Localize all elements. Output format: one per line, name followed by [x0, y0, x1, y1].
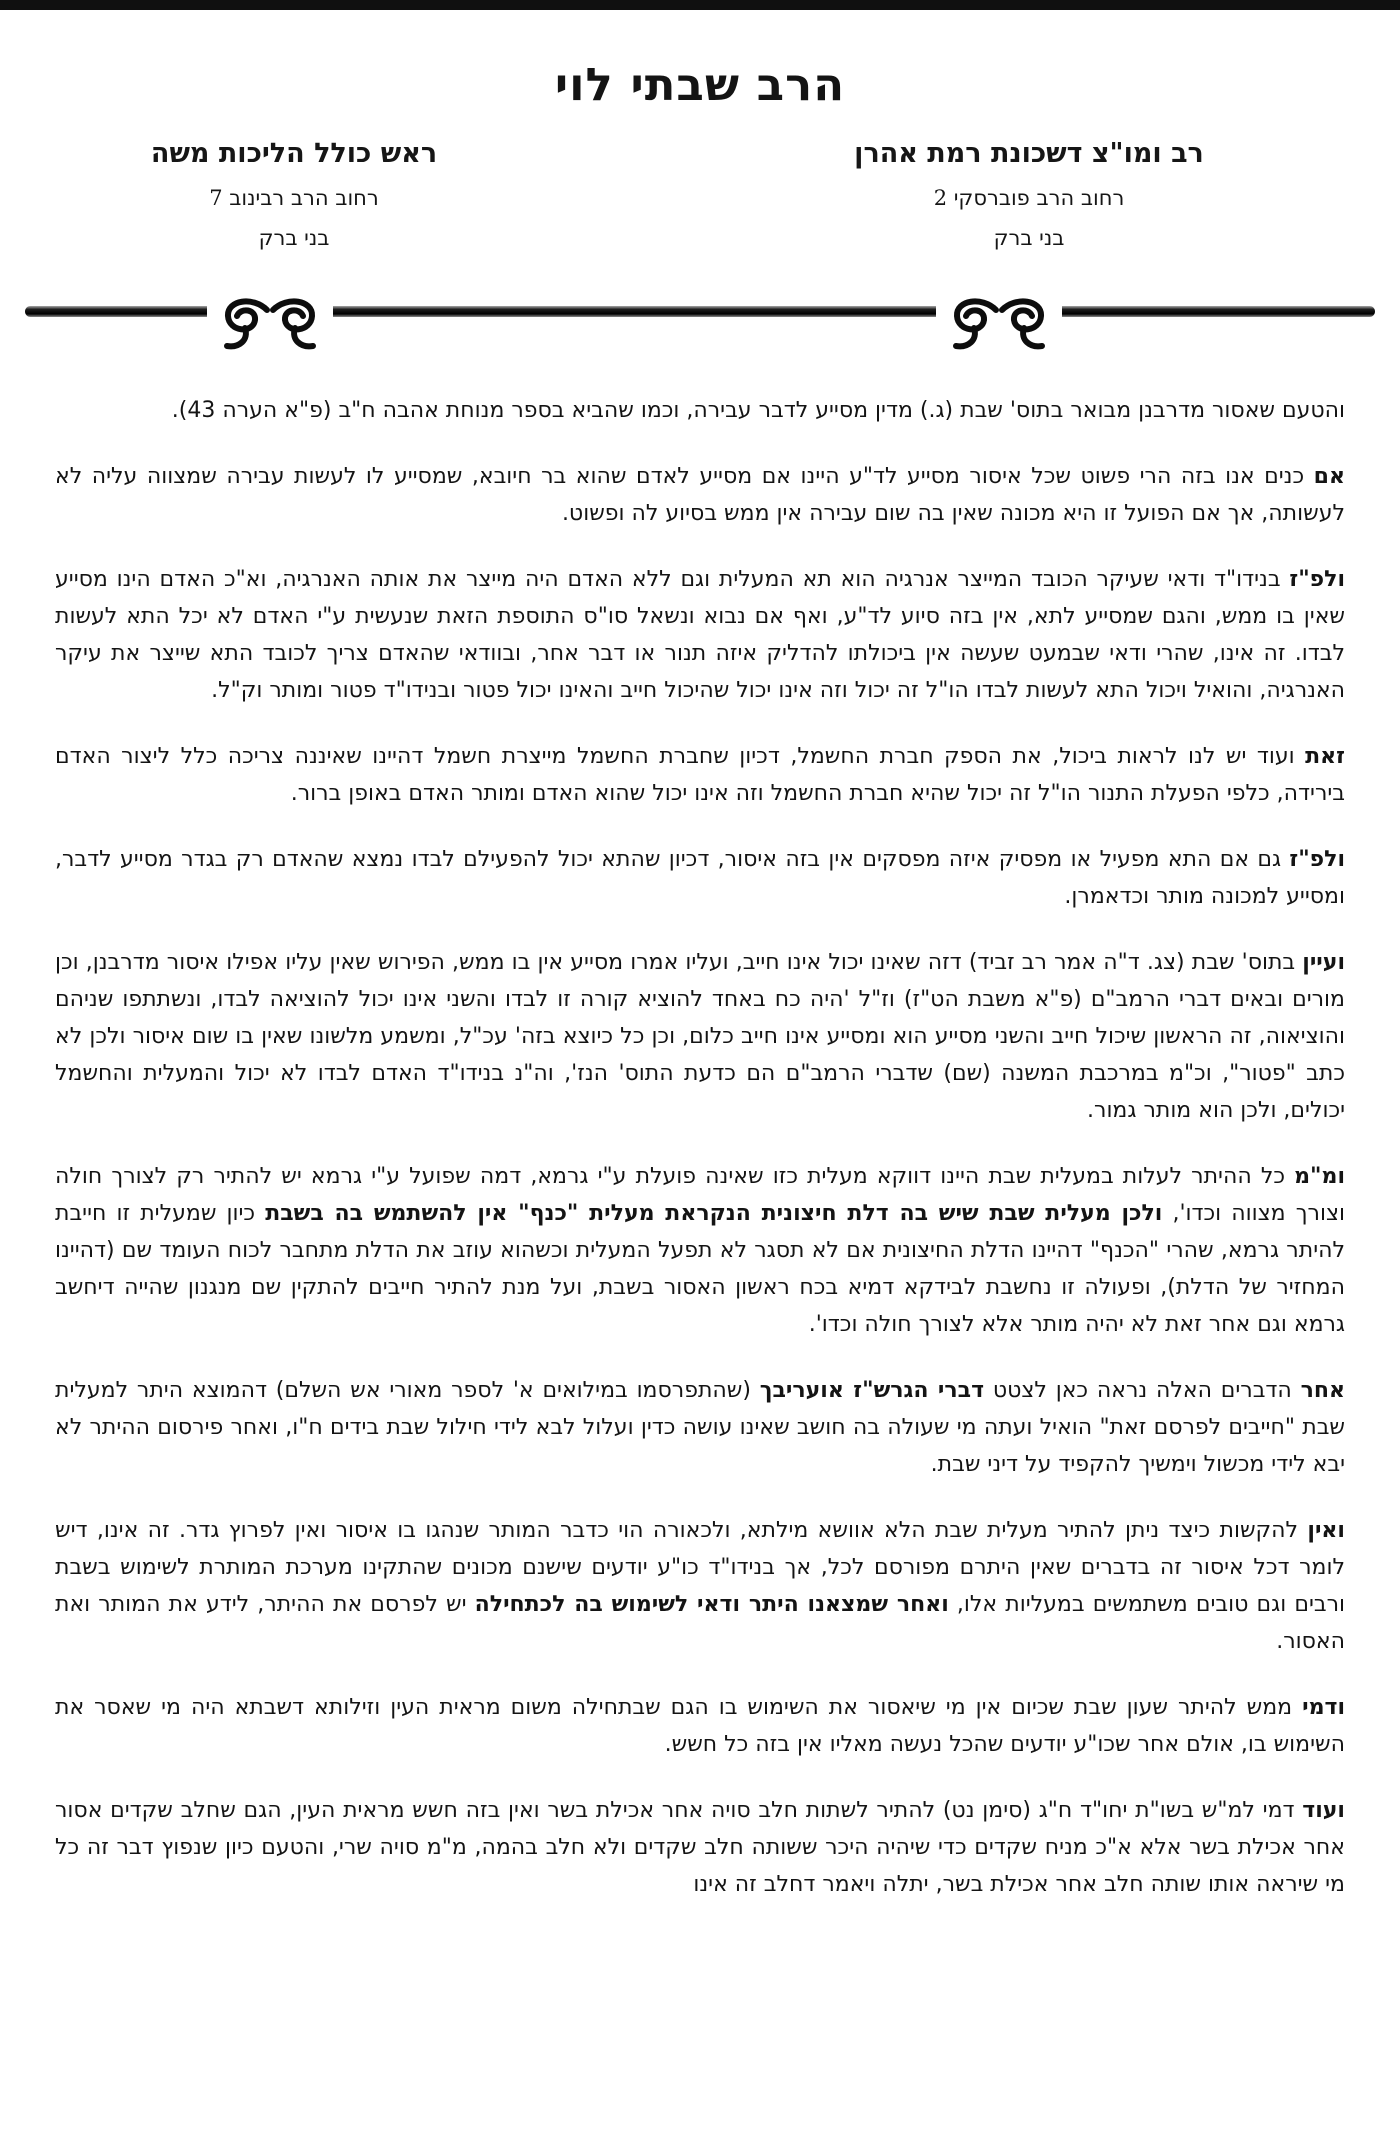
- address-right: רחוב הרב פוברסקי 2: [933, 186, 1125, 210]
- address-left: רחוב הרב רבינוב 7: [209, 186, 379, 210]
- bold-text-run: ועוד: [1302, 1798, 1345, 1823]
- bold-text-run: דברי הגרש"ז אועריבך: [759, 1378, 985, 1403]
- bold-text-run: אם: [1313, 464, 1345, 489]
- bold-text-run: ולכן מעלית שבת שיש בה דלת חיצונית הנקראת מעלית "כנף" אין להשתמש בה בשבת: [265, 1201, 1163, 1226]
- paragraph-8: [55, 1372, 1345, 1483]
- text-run: (שהתפרסמו במילואים א' לספר מאורי אש השלם) דהמוצא היתר למעלית שבת "חייבים לפרסם זאת" הואיל ועתה מי שעולה בה חושב שאינו עושה כדין ועלול לבא לידי חילול שבת בידים ח"ו, ואחר פירסום ההיתר לא יבא לידי מכשול וימשיך להקפיד על דיני שבת.: [55, 1378, 1345, 1477]
- text-run: והטעם שאסור מדרבנן מבואר בתוס' שבת (ג.) מדין מסייע לדבר עבירה, וכמו שהביא בספר מנוחת אהבה ח"ב (פ"א הערה 43).: [171, 398, 1345, 423]
- bold-text-run: ולפ"ז: [1289, 567, 1345, 592]
- text-run: כנים אנו בזה הרי פשוט שכל איסור מסייע לד"ע היינו אם מסייע לאדם שהוא בר חיובא, שמסייע לו לעשות עבירה שמצווה עליה לא לעשותה, אך אם הפועל זו היא מכונה שאין בה שום עבירה אין ממש בסיוע לה ופשוט.: [55, 464, 1345, 526]
- bold-text-run: ודמי: [1302, 1695, 1345, 1720]
- bold-text-run: זאת: [1305, 744, 1345, 769]
- letter-body: [55, 392, 1345, 2134]
- scroll-flourish-icon: [207, 292, 333, 354]
- text-run: בנידו"ד ודאי שעיקר הכובד המייצר אנרגיה הוא תא המעלית וגם ללא האדם היה מייצר את אותה האנרגיה, וא"כ האדם הינו מסייע שאין בו ממש, והגם שמסייע לתא, אין בזה סיוע לד"ע, ואף אם נבוא ונשאל סו"ס התוספת הזאת שנעשית ע"י האדם לא יכל התא לעשות לבדו. זה אינו, שהרי ודאי שבמעט שעשה אין ביכולתו להדליק איזה תנור או דבר אחר, ובוודאי שהאדם צריך לכובד התא שייצר את עיקר האנרגיה, והואיל ויכול התא לעשות לבדו הו"ל זה יכול וזה אינו יכול שהיכול חייב והאינו יכול פטור ובנידו"ד פטור ומותר וק"ל.: [55, 567, 1345, 703]
- paragraph-4: [55, 738, 1345, 812]
- text-run: להקשות כיצד ניתן להתיר מעלית שבת הלא אוושא מילתא, ולכאורה הוי כדבר המותר שנהגו בו איסור ואין לפרוץ גדר. זה אינו, דיש לומר דכל איסור זה בדברים שאין היתרם מפורסם לכל, אך בנידו"ד כו"ע יודעים שישנם מכונים שהתקינו מערכת המותרת לשימוש בשבת ורבים וגם טובים משתמשים במעליות אלו,: [55, 1518, 1345, 1617]
- decorative-divider: [25, 296, 1375, 360]
- bold-text-run: ואין: [1307, 1518, 1345, 1543]
- bold-text-run: אחר: [1300, 1378, 1345, 1403]
- paragraph-5: [55, 841, 1345, 915]
- city-left: בני ברק: [258, 226, 330, 250]
- city-right: בני ברק: [993, 226, 1065, 250]
- bold-text-run: ולפ"ז: [1289, 847, 1345, 872]
- paragraph-11: [55, 1792, 1345, 1903]
- paragraph-1: [55, 392, 1345, 429]
- letterhead-right-column: [791, 138, 1267, 266]
- text-run: גם אם התא מפעיל או מפסיק איזה מפסקים אין בזה איסור, דכיון שהתא יכול להפעילם לבדו נמצא שהאדם רק בגדר מסייע לדבר, ומסייע למכונה מותר וכדאמרן.: [55, 847, 1345, 909]
- paragraph-6: [55, 944, 1345, 1129]
- text-run: כיון שמעלית זו חייבת להיתר גרמא, שהרי "הכנף" דהיינו הדלת החיצונית אם לא תסגר לא תפעל המעלית וכשהוא עוזב את הדלת מתחבר לכוח העומד שם (דהיינו המחזיר של הדלת), ופעולה זו נחשבת לבידקא דמיא בכח ראשון האסור בשבת, ועל מנת להתיר חייבים להתקין שם מנגנון שהייה דיחשב גרמא וגם אחר זאת לא יהיה מותר אלא לצורך חולה וכדו'.: [55, 1201, 1345, 1337]
- scroll-flourish-icon: [936, 292, 1062, 354]
- text-run: יש לפרסם את ההיתר, לידע את המותר ואת האסור.: [55, 1592, 1345, 1654]
- rabbi-role-left: ראש כולל הליכות משה: [150, 138, 438, 169]
- text-run: בתוס' שבת (צג. ד"ה אמר רב זביד) דזה שאינו יכול אינו חייב, ועליו אמרו מסייע אין בו ממש, הפירוש שאין עליו אפילו איסור מדרבנן, וכן מורים ובאים דברי הרמב"ם (פ"א משבת הט"ז) וז"ל 'היה כח באחד להוציא קורה זו לבדו והשני אינו יכול להוציאה לבדו, ונשתתפו שניהם והוציאוה, זה הראשון שיכול חייב והשני מסייע הוא ומסייע אינו חייב כלום, וכן כל כיוצא בזה' עכ"ל, ומשמע מלשונו שאין בו שום איסור ולכן לא כתב "פטור", וכ"מ במרכבת המשנה (שם) שדברי הרמב"ם הם כדעת התוס' הנז', וה"נ בנידו"ד האדם לבדו לא יכול והמעלית והחשמל יכולים, ולכן הוא מותר גמור.: [55, 950, 1345, 1123]
- text-run: ממש להיתר שעון שבת שכיום אין מי שיאסור את השימוש בו הגם שבתחילה משום מראית העין וזילותא דשבתא היה מי שאסר את השימוש בו, אולם אחר שכו"ע יודעים שהכל נעשה מאליו אין בזה כל חשש.: [55, 1695, 1345, 1757]
- top-border-bar: [0, 0, 1400, 10]
- paragraph-7: [55, 1158, 1345, 1343]
- page-title: הרב שבתי לוי: [554, 58, 846, 111]
- paragraph-2: [55, 458, 1345, 532]
- bold-text-run: ואחר שמצאנו היתר ודאי לשימוש בה לכתחילה: [474, 1592, 949, 1617]
- bold-text-run: ומ"מ: [1294, 1164, 1345, 1189]
- paragraph-9: [55, 1512, 1345, 1660]
- text-run: הדברים האלה נראה כאן לצטט: [984, 1378, 1301, 1403]
- text-run: דמי למ"ש בשו"ת יחו"ד ח"ג (סימן נט) להתיר לשתות חלב סויה אחר אכילת בשר ואין בזה חשש מראית העין, הגם שחלב שקדים אסור אחר אכילת בשר אלא א"כ מניח שקדים כדי שיהיה היכר ששותה חלב שקדים ולא חלב בהמה, מ"מ סויה שרי, והטעם כיון שנפוץ דבר זה כל מי שיראה אותו שותה חלב אחר אכילת בשר, יתלה ויאמר דחלב זה אינו: [55, 1798, 1345, 1897]
- rabbi-role-right: רב ומו"צ דשכונת רמת אהרן: [854, 138, 1204, 169]
- text-run: ועוד יש לנו לראות ביכול, את הספק חברת החשמל, דכיון שחברת החשמל מייצרת חשמל דהיינו שאיננה צריכה כלל ליצור האדם בירידה, כלפי הפעלת התנור הו"ל זה יכול שהיא חברת החשמל וזה אינו יכול שהוא האדם ומותר האדם באופן ברור.: [55, 744, 1345, 806]
- paragraph-10: [55, 1689, 1345, 1763]
- letterhead: [0, 10, 1400, 400]
- letterhead-left-column: [42, 138, 546, 266]
- paragraph-3: [55, 561, 1345, 709]
- text-run: כל ההיתר לעלות במעלית שבת היינו דווקא מעלית כזו שאינה פועלת ע"י גרמא, דמה שפועל ע"י גרמא יש להתיר רק לצורך חולה וצורך מצווה וכדו',: [55, 1164, 1346, 1226]
- bold-text-run: ועיין: [1302, 950, 1345, 975]
